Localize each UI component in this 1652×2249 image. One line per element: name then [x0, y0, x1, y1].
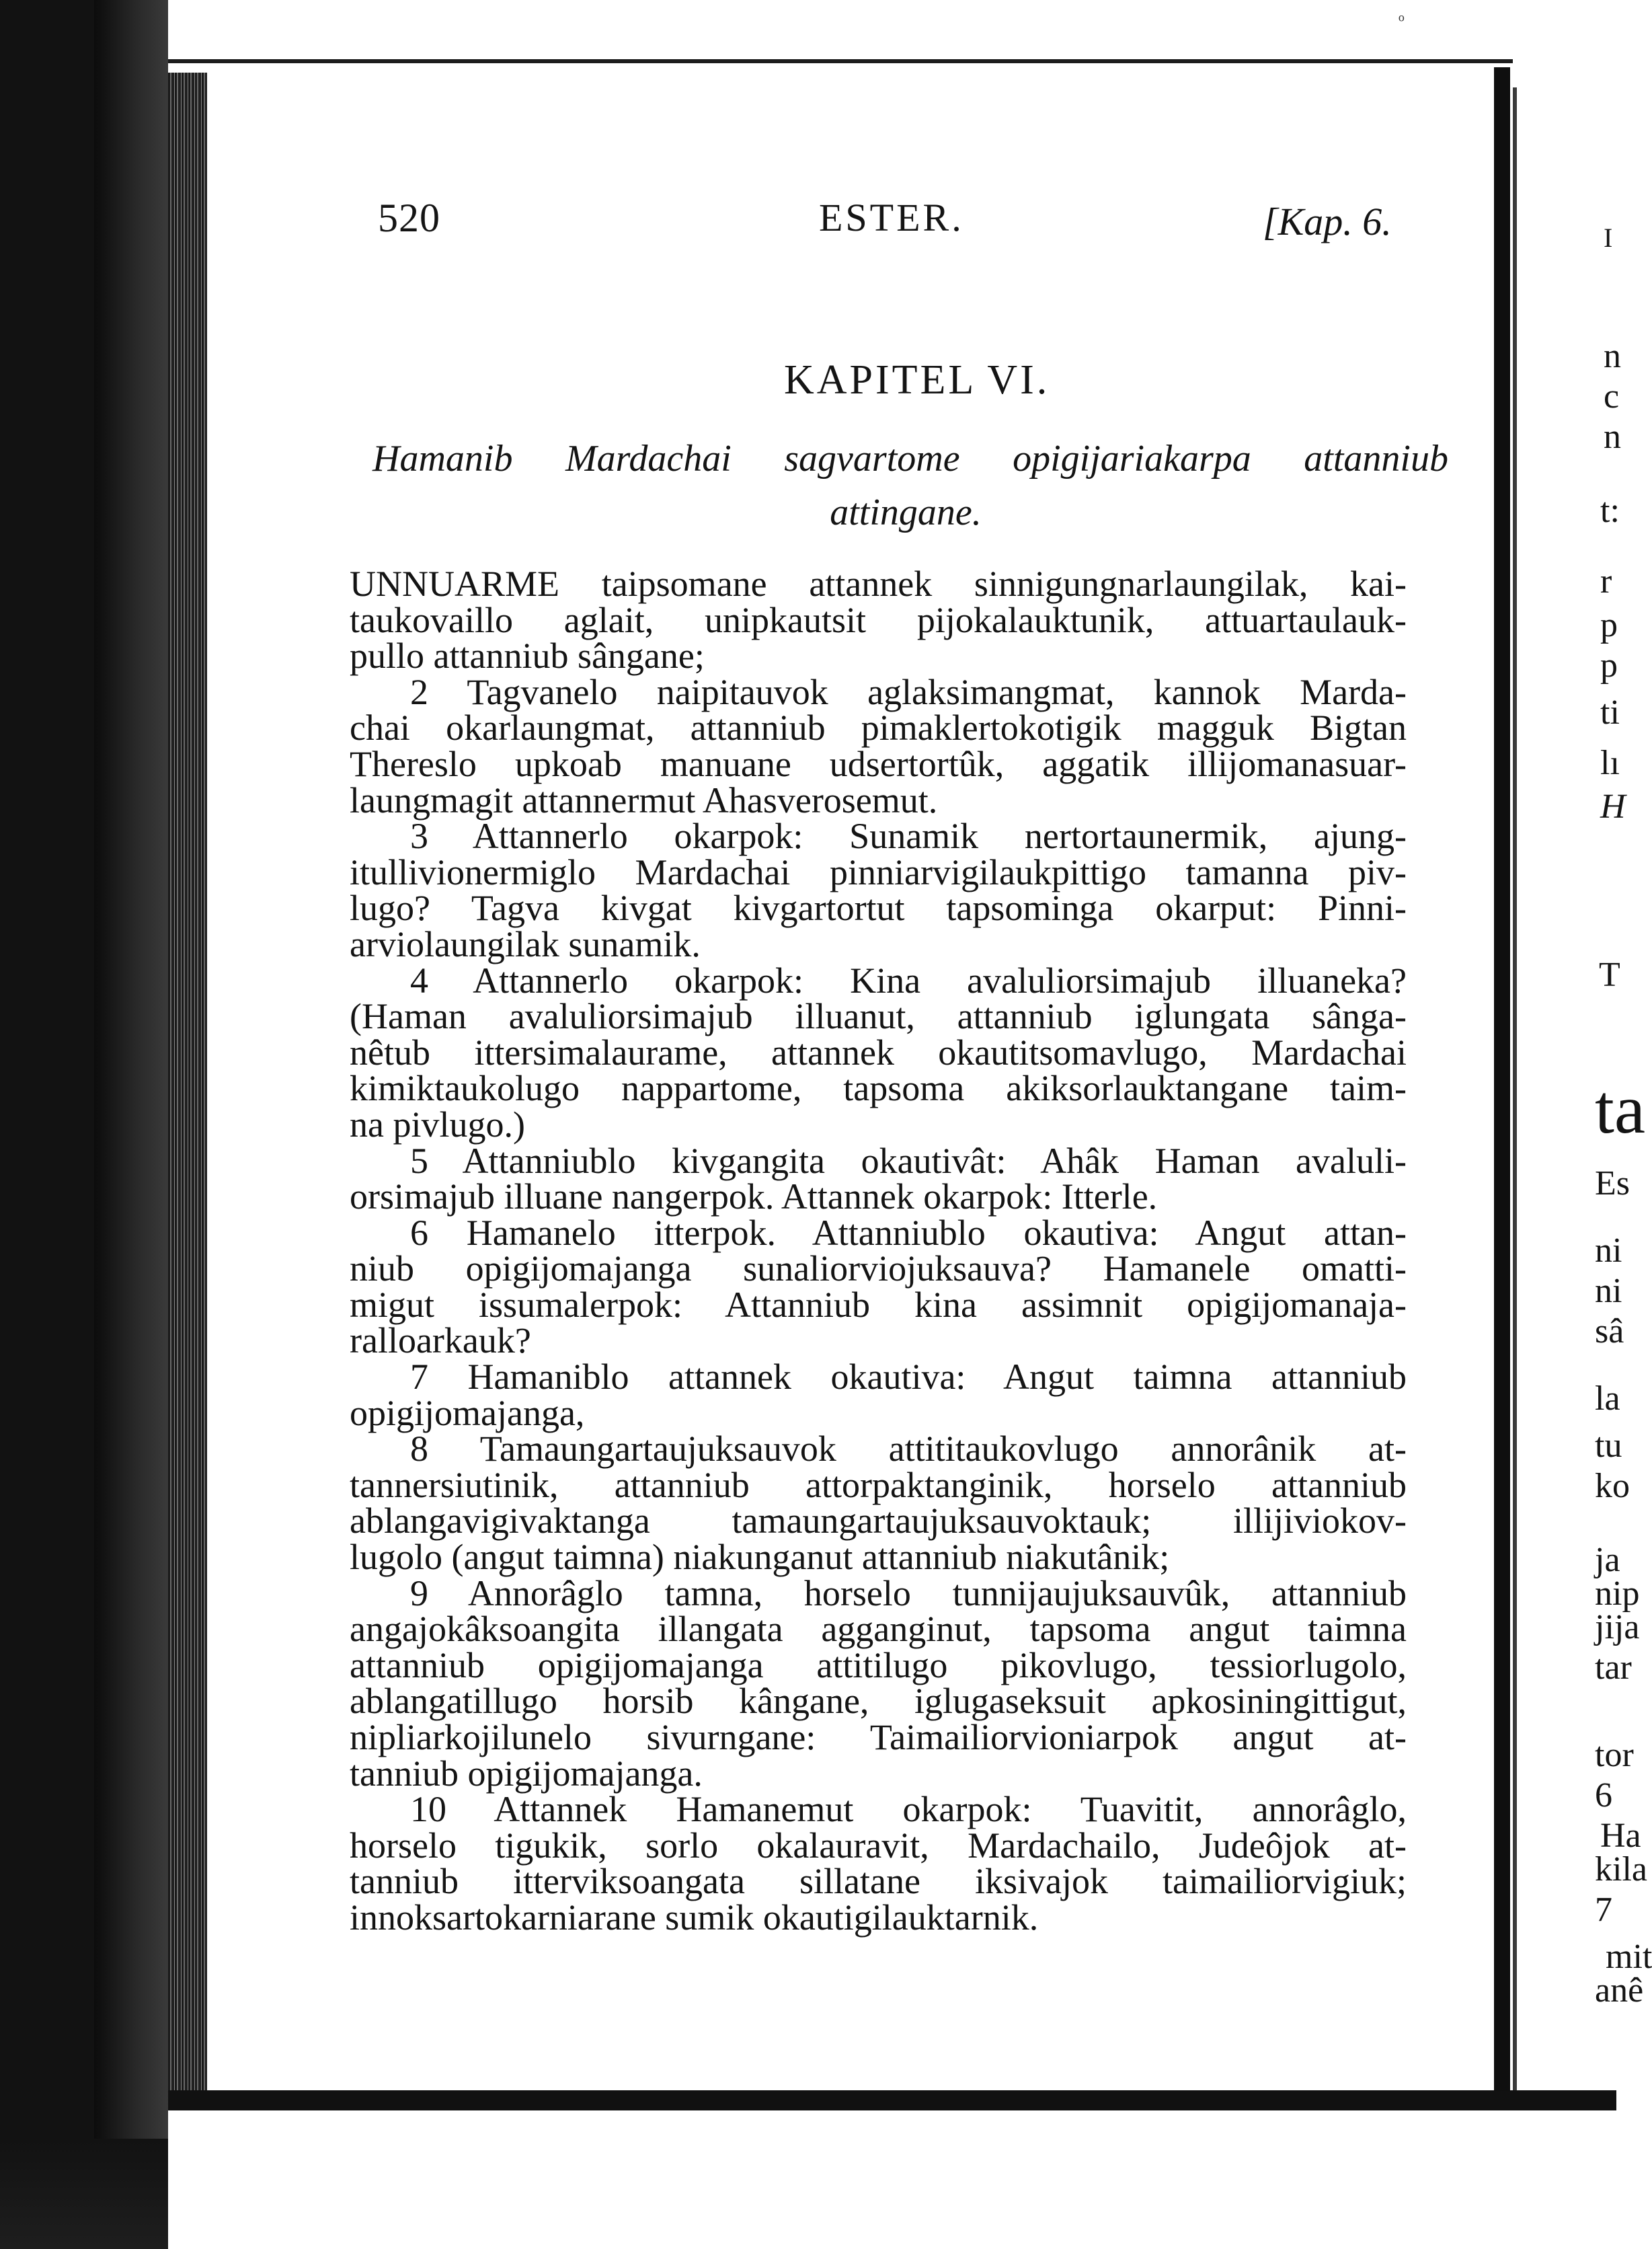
text-line: 8 Tamaungartaujuksauvok attititaukovlugo annorânik at- [410, 1428, 1407, 1470]
text-line: 2 Tagvanelo naipitauvok aglaksimangmat, kannok Marda- [410, 671, 1407, 712]
right-page-text-fragment: 7 [1595, 1891, 1612, 1929]
right-page-text-fragment: T [1599, 956, 1620, 994]
right-page-text-fragment: lı [1600, 744, 1620, 782]
right-page-text-fragment: n [1604, 337, 1621, 375]
text-line: Thereslo upkoab manuane udsertortûk, aggatik illijomanasuar- [350, 743, 1407, 784]
right-page-text-fragment: ni [1595, 1272, 1622, 1310]
text-line: orsimajub illuane nangerpok. Attannek okarpok: Itterle. [350, 1176, 1158, 1217]
text-line: itullivionermiglo Mardachai pinniarvigilaukpittigo tamanna piv- [350, 851, 1407, 892]
chapter-reference: [Kap. 6. [1263, 200, 1392, 243]
page-gutter [1494, 67, 1510, 2112]
chapter-title: KAPITEL VI. [784, 357, 1050, 403]
bottom-margin [168, 2110, 1616, 2249]
right-page-text-fragment: tor [1595, 1736, 1634, 1774]
text-line: 7 Hamaniblo attannek okautiva: Angut taimna attanniub [410, 1357, 1407, 1398]
text-line: 5 Attanniublo kivgangita okautivât: Ahâk Haman avaluli- [410, 1140, 1407, 1181]
right-page-text-fragment: ko [1595, 1467, 1630, 1505]
right-page-text-fragment: la [1595, 1379, 1620, 1418]
text-line: nipliarkojilunelo sivurngane: Taimailiorvioniarpok angut at- [350, 1717, 1407, 1757]
text-line: ralloarkauk? [350, 1320, 531, 1361]
right-page-text-fragment: jija [1595, 1608, 1640, 1646]
text-line: 3 Attannerlo okarpok: Sunamik nertortaunermik, ajung- [410, 816, 1407, 857]
page-shadow [94, 0, 168, 2249]
summary-word: attanniub [1304, 438, 1448, 480]
text-line: na pivlugo.) [350, 1104, 525, 1145]
chapter-summary-end [0, 491, 1616, 534]
text-line: 4 Attannerlo okarpok: Kina avaluliorsimajub illuaneka? [410, 960, 1407, 1001]
text-line: lugolo (angut taimna) niakunganut attanniub niakutânik; [350, 1537, 1170, 1578]
right-page-text-fragment: ni [1595, 1231, 1622, 1270]
right-page-text-fragment: Ha [1600, 1817, 1641, 1855]
right-page-text-fragment: p [1600, 606, 1618, 644]
running-title: ESTER. [819, 196, 964, 239]
text-line: (Haman avaluliorsimajub illuanut, attanniub iglungata sânga- [350, 996, 1407, 1037]
right-page-text-fragment: mit [1606, 1938, 1652, 1976]
summary-word: sagvartome [784, 438, 960, 480]
right-page-text-fragment: n [1604, 418, 1621, 456]
text-line: pullo attanniub sângane; [350, 636, 705, 677]
right-page-text-fragment: nip [1595, 1574, 1640, 1613]
page-top-edge [168, 59, 1513, 73]
scanner-background [0, 0, 168, 2249]
scan-speck: ᵒ [1399, 9, 1405, 32]
right-page-text-fragment: p [1600, 646, 1618, 685]
right-page-text-fragment: sâ [1595, 1312, 1624, 1350]
text-line: innoksartokarniarane sumik okautigilauktarnik. [350, 1897, 1039, 1938]
text-line: angajokâksoangita illangata agganginut, tapsoma angut taimna [350, 1609, 1407, 1650]
right-page-text-fragment: Es [1595, 1164, 1630, 1203]
text-line: kimiktaukolugo nappartome, tapsoma akiksorlauktangane taim- [350, 1068, 1407, 1109]
gutter-line [1513, 87, 1517, 2098]
right-page-text-fragment: anê [1595, 1971, 1644, 2010]
text-line: 10 Attannek Hamanemut okarpok: Tuavitit, annorâglo, [410, 1789, 1407, 1830]
text-line: taukovaillo aglait, unipkautsit pijokalauktunik, attuartaulauk- [350, 599, 1407, 640]
text-line: horselo tigukik, sorlo okalauravit, Mardachailo, Judeôjok at- [350, 1825, 1407, 1866]
text-line: ablangavigivaktanga tamaungartaujuksauvoktauk; illijiviokov- [350, 1500, 1407, 1541]
right-page-text-fragment: kila [1595, 1850, 1647, 1889]
text-line: tanniub itterviksoangata sillatane iksivajok taimailiorvigiuk; [350, 1861, 1407, 1902]
text-line: opigijomajanga, [350, 1392, 585, 1433]
right-page-text-fragment: r [1600, 562, 1612, 601]
summary-word: Mardachai [565, 438, 732, 480]
book-binding-edge [168, 67, 207, 2098]
right-page-text-fragment: tar [1595, 1648, 1632, 1687]
text-line: lugo? Tagva kivgat kivgartortut tapsominga okarput: Pinni- [350, 888, 1407, 929]
text-line: chai okarlaungmat, attanniub pimaklertokotigik magguk Bigtan [350, 708, 1407, 749]
text-line: nêtub ittersimalaurame, attannek okautitsomavlugo, Mardachai [350, 1032, 1407, 1073]
text-line: niub opigijomajanga sunaliorviojuksauva? Hamanele omatti- [350, 1248, 1407, 1289]
text-line: 6 Hamanelo itterpok. Attanniublo okautiva: Angut attan- [410, 1212, 1407, 1253]
summary-end-text: attingane. [830, 492, 982, 533]
right-page-text-fragment: ti [1600, 693, 1620, 732]
text-line: laungmagit attannermut Ahasverosemut. [350, 779, 938, 821]
summary-word: opigijariakarpa [1013, 438, 1251, 480]
page-number: 520 [378, 196, 440, 240]
right-page-text-fragment: H [1600, 788, 1626, 826]
text-line: arviolaungilak sunamik. [350, 923, 701, 964]
right-page-text-fragment: tu [1595, 1426, 1622, 1465]
right-page-text-fragment: c [1604, 377, 1620, 416]
chapter-summary [372, 437, 1448, 480]
right-page-text-fragment: ta [1595, 1071, 1646, 1148]
right-page-text-fragment: ja [1595, 1541, 1620, 1579]
text-line: tanniub opigijomajanga. [350, 1753, 703, 1794]
text-line: migut issumalerpok: Attanniub kina assimnit opigijomanaja- [350, 1284, 1407, 1325]
text-line: UNNUARME taipsomane attannek sinnigungnarlaungilak, kai- [350, 564, 1407, 604]
scanner-bottom-shadow [0, 2139, 168, 2249]
chapter-body [350, 566, 1407, 1936]
text-line: 9 Annorâglo tamna, horselo tunnijaujuksauvûk, attanniub [410, 1572, 1407, 1613]
right-page-text-fragment: t: [1600, 492, 1620, 530]
text-line: attanniub opigijomajanga attitilugo pikovlugo, tessiorlugolo, [350, 1644, 1407, 1685]
right-page-text-fragment: 6 [1595, 1776, 1612, 1815]
summary-word: Hamanib [372, 438, 513, 480]
page-bottom-edge [168, 2090, 1616, 2110]
right-page-text-fragment: I [1604, 223, 1613, 253]
text-line: tannersiutinik, attanniub attorpaktanginik, horselo attanniub [350, 1464, 1407, 1505]
text-line: ablangatillugo horsib kângane, iglugaseksuit apkosiningittigut, [350, 1681, 1407, 1722]
